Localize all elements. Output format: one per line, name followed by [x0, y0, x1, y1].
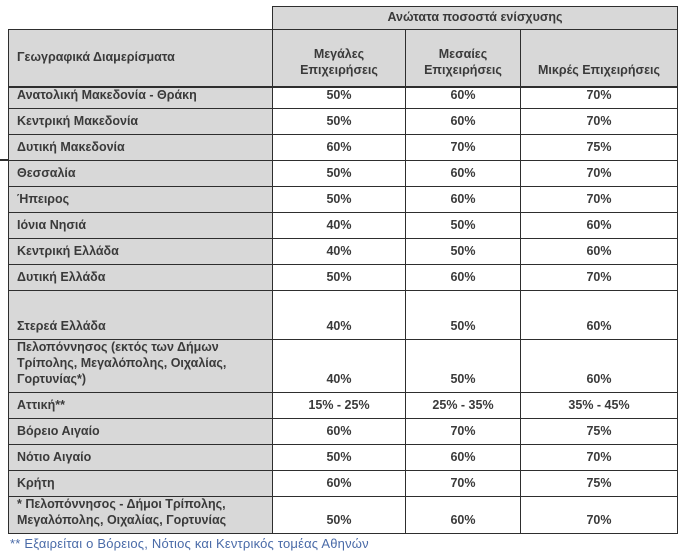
aid-rates-table	[8, 6, 678, 534]
footnote: ** Εξαιρείται ο Βόρειος, Νότιος και Κεντρικός τομέας Αθηνών	[10, 536, 369, 551]
rate-cell-small: 70%	[521, 445, 678, 471]
rate-cell-large: 50%	[273, 161, 406, 187]
rate-cell-small: 70%	[521, 187, 678, 213]
table-row	[9, 87, 678, 109]
region-cell: Νότιο Αιγαίο	[9, 445, 273, 471]
region-cell: Κεντρική Μακεδονία	[9, 109, 273, 135]
region-cell: Κρήτη	[9, 471, 273, 497]
table-row	[9, 340, 678, 393]
geo-header: Γεωγραφικά Διαμερίσματα	[9, 30, 273, 87]
rate-cell-medium: 70%	[406, 135, 521, 161]
region-cell: Δυτική Ελλάδα	[9, 265, 273, 291]
rate-cell-large: 50%	[273, 87, 406, 109]
table-row-span-header	[9, 7, 678, 30]
region-cell: * Πελοπόννησος - Δήμοι Τρίπολης, Μεγαλόπολης, Οιχαλίας, Γορτυνίας	[9, 497, 273, 534]
phantom-cell	[9, 7, 273, 30]
region-cell: Αττική**	[9, 393, 273, 419]
table-row	[9, 445, 678, 471]
rate-cell-large: 50%	[273, 187, 406, 213]
rate-cell-small: 75%	[521, 419, 678, 445]
rate-cell-large: 50%	[273, 497, 406, 534]
table-row	[9, 471, 678, 497]
rate-cell-large: 50%	[273, 445, 406, 471]
table-row	[9, 265, 678, 291]
region-cell: Ιόνια Νησιά	[9, 213, 273, 239]
rate-cell-medium: 60%	[406, 265, 521, 291]
rate-cell-medium: 60%	[406, 87, 521, 109]
region-cell: Στερεά Ελλάδα	[9, 291, 273, 340]
rate-cell-large: 60%	[273, 419, 406, 445]
rate-cell-large: 40%	[273, 291, 406, 340]
rate-cell-medium: 60%	[406, 445, 521, 471]
col-header-small: Μικρές Επιχειρήσεις	[521, 30, 678, 87]
region-cell: Βόρειο Αιγαίο	[9, 419, 273, 445]
rate-cell-small: 70%	[521, 109, 678, 135]
rate-cell-medium: 50%	[406, 213, 521, 239]
rate-cell-large: 40%	[273, 213, 406, 239]
table-row	[9, 213, 678, 239]
rate-cell-medium: 50%	[406, 239, 521, 265]
region-cell: Ήπειρος	[9, 187, 273, 213]
rate-cell-small: 35% - 45%	[521, 393, 678, 419]
rate-cell-small: 70%	[521, 265, 678, 291]
page-break-artifact-line	[0, 159, 9, 161]
table-row	[9, 393, 678, 419]
table-row	[9, 419, 678, 445]
table-row	[9, 291, 678, 340]
rate-cell-small: 60%	[521, 213, 678, 239]
rate-cell-large: 50%	[273, 265, 406, 291]
rate-cell-small: 70%	[521, 161, 678, 187]
rate-cell-large: 60%	[273, 135, 406, 161]
table-row	[9, 239, 678, 265]
region-cell: Δυτική Μακεδονία	[9, 135, 273, 161]
table-row	[9, 187, 678, 213]
rate-cell-small: 75%	[521, 135, 678, 161]
rate-cell-medium: 25% - 35%	[406, 393, 521, 419]
rate-cell-medium: 60%	[406, 161, 521, 187]
table-row	[9, 135, 678, 161]
region-cell: Κεντρική Ελλάδα	[9, 239, 273, 265]
rate-cell-medium: 50%	[406, 291, 521, 340]
table-row	[9, 161, 678, 187]
table-row	[9, 109, 678, 135]
rate-cell-small: 70%	[521, 497, 678, 534]
rate-cell-medium: 60%	[406, 187, 521, 213]
rate-cell-small: 60%	[521, 239, 678, 265]
table-header-row	[9, 30, 678, 87]
rate-cell-small: 70%	[521, 87, 678, 109]
rate-cell-large: 50%	[273, 109, 406, 135]
rate-cell-large: 15% - 25%	[273, 393, 406, 419]
col-header-medium: Μεσαίες Επιχειρήσεις	[406, 30, 521, 87]
span-header: Ανώτατα ποσοστά ενίσχυσης	[273, 7, 678, 30]
rate-cell-small: 75%	[521, 471, 678, 497]
rate-cell-large: 60%	[273, 471, 406, 497]
region-cell: Πελοπόννησος (εκτός των Δήμων Τρίπολης, Μεγαλόπολης, Οιχαλίας, Γορτυνίας*)	[9, 340, 273, 393]
rate-cell-medium: 70%	[406, 471, 521, 497]
rate-cell-small: 60%	[521, 340, 678, 393]
rate-cell-medium: 60%	[406, 109, 521, 135]
rate-cell-small: 60%	[521, 291, 678, 340]
rate-cell-large: 40%	[273, 239, 406, 265]
col-header-large: Μεγάλες Επιχειρήσεις	[273, 30, 406, 87]
rate-cell-medium: 50%	[406, 340, 521, 393]
region-cell: Ανατολική Μακεδονία - Θράκη	[9, 87, 273, 109]
rate-cell-large: 40%	[273, 340, 406, 393]
table-row	[9, 497, 678, 534]
rate-cell-medium: 60%	[406, 497, 521, 534]
region-cell: Θεσσαλία	[9, 161, 273, 187]
rate-cell-medium: 70%	[406, 419, 521, 445]
